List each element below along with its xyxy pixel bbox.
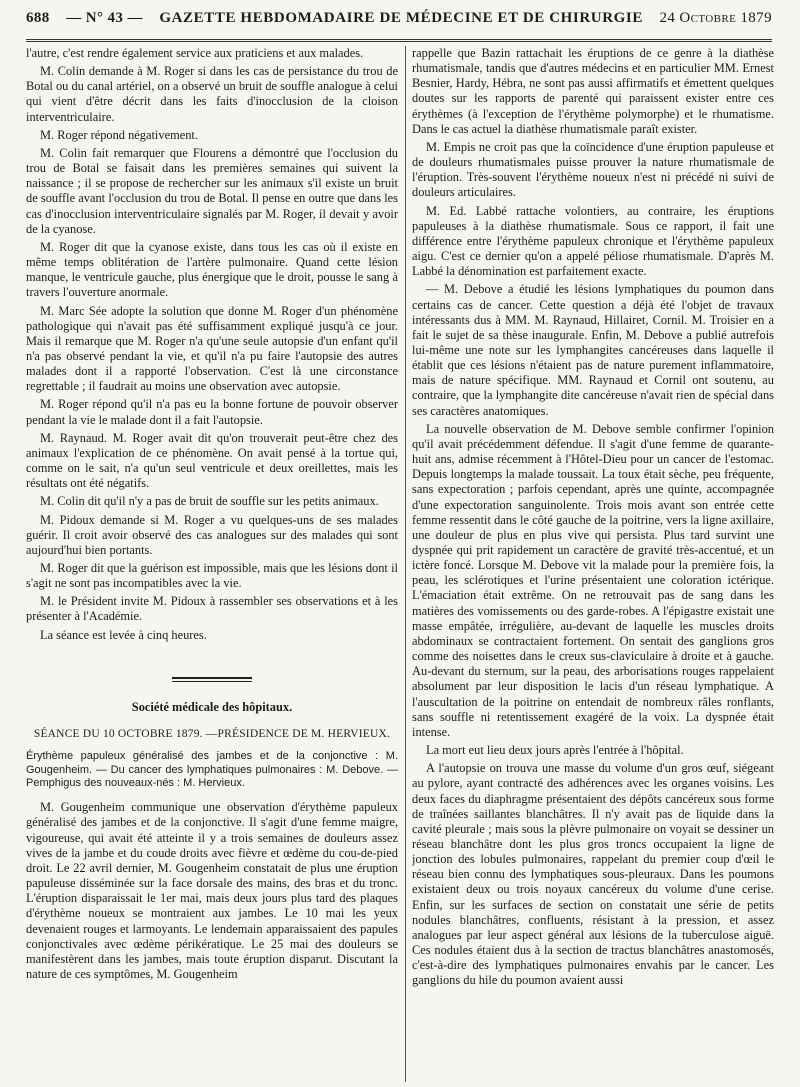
header-rule-double [26, 41, 772, 42]
paragraph: M. le Président invite M. Pidoux à rassembler ses observations et à les présenter à l'Académie. [26, 594, 398, 624]
paragraph: rappelle que Bazin rattachait les éruptions de ce genre à la diathèse rhumatismale, tandis que d'autres médecins et en particulier MM. Ernest Besnier, Hardy, Hébra, ne sont pas aussi affirmatifs et émettent quelques doutes sur les rapports de parenté qui paraissent exister entre ces érythèmes (à l'exception de l'érythème polymorphe) et le rhumatisme. Dans le cas actuel la diathèse rhumatismale paraît exister. [412, 46, 774, 136]
paragraph: M. Roger répond négativement. [40, 127, 198, 142]
paragraph: M. Colin dit qu'il n'y a pas de bruit de souffle sur les petits animaux. [40, 494, 379, 509]
left-column [26, 46, 398, 1082]
paragraph: M. Empis ne croit pas que la coïncidence d'une éruption papuleuse et de douleurs rhumatismales puisse prouver la nature rhumatismale de l'éruption. Très-souvent l'érythème noueux n'est ni précédé ni suivi de douleurs articulaires. [412, 139, 774, 200]
paragraph: M. Colin demande à M. Roger si dans les cas de persistance du trou de Botal ou du canal artériel, on a observé un bruit de souffle analogue à celui qui vient d'être décrit dans les faits d'inocclusion de la cloison interventriculaire. [26, 64, 398, 124]
header-rule [26, 39, 772, 40]
paragraph: M. Roger répond qu'il n'a pas eu la bonne fortune de pouvoir observer pendant la vie le malade dont il a fait l'autopsie. [26, 397, 398, 427]
page-number: 688 [26, 10, 50, 26]
paragraph: M. Ed. Labbé rattache volontiers, au contraire, les éruptions papuleuses à la diathèse rhumatismale. Sous ce rapport, il fait une différence entre l'érythème papuleux chronique et l'érythème papuleux aigu. C'est ce dernier qu'on a appelé péliose rhumatismale. D'après M. Labbé la dénomination est parfaitement exacte. [412, 203, 774, 279]
paragraph: M. Pidoux demande si M. Roger a vu quelques-uns de ses malades guérir. Il croit avoir observé des cas analogues sur des malades qui sont aujourd'hui bien portants. [26, 512, 398, 557]
society-title: Société médicale des hôpitaux. [131, 699, 293, 714]
issue-number: — N° 43 — [66, 10, 143, 26]
seance-heading: SÉANCE DU 10 OCTOBRE 1879. —PRÉSIDENCE DE M. HERVIEUX. [33, 727, 391, 740]
paragraph: — M. Debove a étudié les lésions lymphatiques du poumon dans certains cas de cancer. Cette question a déjà été l'objet de travaux intéressants dus à MM. M. Raynaud, Hillairet, Cornil. M. Troisier en a fait le sujet de sa thèse inaugurale. Enfin, M. Debove a publié autrefois lui-même une note sur les lymphangites cancéreuses dans laquelle il établit que ces lésions n'étaient pas de nature purement inflammatoire, mais de nature spécifique. MM. Raynaud et Cornil ont soutenu, au contraire, que la lymphangite dite cancéreuse n'avait rien de spécial dans ses caractères anatomiques. [412, 282, 774, 418]
paragraph: l'autre, c'est rendre également service aux praticiens et aux malades. [26, 46, 364, 60]
paragraph: La nouvelle observation de M. Debove semble confirmer l'opinion qu'il avait précédemment défendue. Il s'agit d'une femme de quarante-huit ans, admise récemment à l'Hôtel-Dieu pour un cancer de l'estomac. Depuis longtemps la malade toussait. La toux était sèche, peu fréquente, sans expectoration ; parfois cependant, après une quinte, accompagnée d'une expectoration sanguinolente. Trois mois avant son entrée cette femme ressentit dans le côté gauche de la poitrine, vers la ligne axillaire, une douleur de plus en plus vive qui persista. Plus tard survint une dyspnée qui prit rapidement un caractère de gravité très-accentué, et un ictère foncé. Lorsque M. Debove vit la malade pour la première fois, la peau, les sclérotiques et l'urine présentaient une coloration ictérique. L'émaciation était extrême. On ne retrouvait pas de sang dans les matières des vomissements ou des garde-robes. A l'épigastre existait une masse empâtée, irrégulière, au-devant de laquelle les muscles droits abdominaux se contractaient fortement. On sentait des ganglions gros comme des noisettes dans le creux sus-claviculaire à droite et à gauche. Au-devant du sternum, sur la peau, des arborisations rouges rappelaient absolument par leur disposition le lacis d'un réseau lymphatique. A l'auscultation de la poitrine on entendait de nombreux râles ronflants, sans souffle ni retentissement exagéré de la voix. La dyspnée était intense. [412, 421, 774, 739]
paragraph: M. Raynaud. M. Roger avait dit qu'on trouverait peut-être chez des animaux l'explication de ce phénomène. On avait pensé à la tortue qui, comme on le sait, n'a qu'un seul ventricule et deux oreillettes, mais les résultats ont été négatifs. [26, 430, 398, 491]
paragraph: La mort eut lieu deux jours après l'entrée à l'hôpital. [426, 743, 684, 758]
paragraph: M. Gougenheim communique une observation d'érythème papuleux généralisé des jambes et de la conjonctive. Il s'agit d'une femme maigre, vigoureuse, qui avait été atteinte il y a trois semaines de douleurs assez vives de la jambe et du coude droits avec fièvre et œdème du cou-de-pied droit. Le 22 avril dernier, M. Gougenheim constatait de plus une éruption papuleuse disséminée sur la face dorsale des mains, des bras et du tronc. L'éruption disparaissait le 1er mai, mais deux jours plus tard des plaques d'érythème noueux se montraient aux jambes. Le 10 mai les yeux devenaient rouges et larmoyants. Le lendemain apparaissaient des papules conjonctivales avec œdème périkératique. Le 25 mai des douleurs se manifestèrent dans les jambes, mais toute éruption disparut. Discutant la nature de ces symptômes, M. Gougenheim [26, 800, 398, 982]
paragraph: La séance est levée à cinq heures. [40, 627, 207, 642]
paragraph: M. Roger dit que la cyanose existe, dans tous les cas où il existe en même temps oblitération de l'artère pulmonaire. Quand cette lésion manque, le ventricule gauche, plus énergique que le droit, pousse le sang à travers l'ouverture anormale. [26, 239, 398, 300]
issue-date: 24 Octobre 1879 [659, 10, 772, 26]
right-column [412, 46, 774, 1082]
paragraph: M. Marc Sée adopte la solution que donne M. Roger d'un phénomène pathologique qui n'avait pas été suffisamment expliqué jusqu'à ce jour. Mais il remarque que M. Roger n'a qu'une seule autopsie d'un enfant qu'il n'a pas observé pendant la vie, et qu'il n'a pu faire l'autopsie des autres malades dont il a rapporté l'observation. C'est là une circonstance regrettable ; il faudrait au moins une observation avec autopsie. [26, 303, 398, 394]
section-separator [172, 677, 252, 682]
paragraph: M. Roger dit que la guérison est impossible, mais que les lésions dont il s'agit ne sont pas incompatibles avec la vie. [26, 561, 398, 591]
journal-title: GAZETTE HEBDOMADAIRE DE MÉDECINE ET DE CHIRURGIE [159, 10, 643, 26]
session-summary: Érythème papuleux généralisé des jambes et de la conjonctive : M. Gougenheim. — Du cancer des lymphatiques pulmonaires : M. Debove. — Pemphigus des nouveaux-nés : M. Hervieux. [26, 750, 398, 789]
page-header [26, 10, 772, 36]
paragraph: A l'autopsie on trouva une masse du volume d'un gros œuf, siégeant au pylore, ayant contracté des adhérences avec les organes voisins. Les deux faces du diaphragme présentaient des dépôts cancéreux sous forme de traînées saillantes blanchâtres. Il n'y avait pas de liquide dans la cavité pleurale ; mais sous la plèvre pulmonaire on voyait se dessiner un réseau blanchâtre dont les plus gros troncs occupaient la ligne de jonction des lobules pulmonaires, rappelant du premier coup d'œil le réseau bien connu des lymphatiques sous-pleuraux. Dans les poumons existaient deux ou trois noyaux cancéreux du volume d'une cerise. Enfin, sur les surfaces de section on constatait une série de petits nodules blanchâtres, confluents, résistant à la pression, et assez analogues par leur aspect général aux lésions de la tuberculose aiguë. Ces nodules étaient dus à la section de tractus blanchâtres anastomosés, c'est-à-dire des lymphatiques pulmonaires envahis par le cancer. Les ganglions du hile du poumon avaient aussi [412, 761, 774, 988]
column-divider [405, 46, 406, 1082]
paragraph: M. Colin fait remarquer que Flourens a démontré que l'occlusion du trou de Botal se faisait dans les premières semaines qui suivent la naissance ; il se propose de rechercher sur les animaux s'il existe un bruit de souffle avant l'occlusion du trou de Botal. Il pense en outre que dans les cas d'inocclusion interventriculaire signalés par M. Roger, il devait y avoir de la cyanose. [26, 145, 398, 236]
